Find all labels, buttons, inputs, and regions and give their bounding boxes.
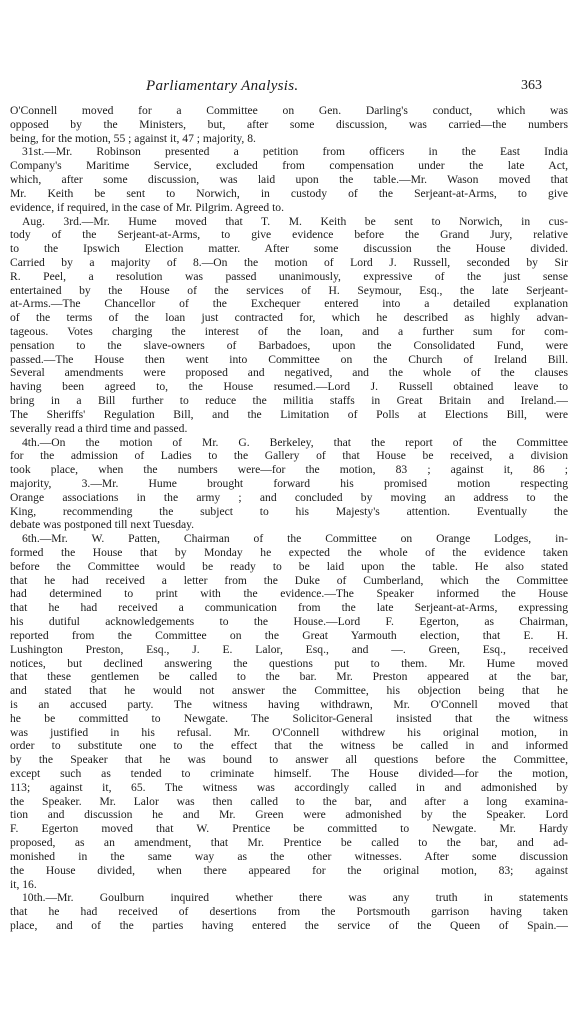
- text-line: debate was postponed till next Tuesday.: [10, 518, 195, 532]
- text-line: The Sheriffs' Regulation Bill, and the Limitation of Polls at Elections Bill, were: [10, 407, 568, 421]
- text-line: 31st.—Mr. Robinson presented a petition from officers in the East India: [22, 145, 568, 159]
- text-line: 10th.—Mr. Goulburn inquired whether there was any truth in statements: [22, 891, 568, 905]
- text-line: the House divided, when there appeared for the original motion, 83; against: [10, 863, 568, 877]
- text-line: that he had received a letter from the Duke of Cumberland, which the Committee: [10, 573, 568, 587]
- text-line: Aug. 3rd.—Mr. Hume moved that T. M. Keith be sent to Norwich, in cus-: [22, 214, 568, 228]
- text-line: is an accused party. The witness having withdrawn, Mr. O'Connell moved that: [10, 697, 568, 711]
- text-line: his dutiful acknowledgements to the House.—Lord F. Egerton, as Chairman,: [10, 615, 568, 629]
- text-line: F. Egerton moved that W. Prentice be committed to Newgate. Mr. Hardy: [10, 822, 568, 836]
- text-line: being, for the motion, 55 ; against it, 47 ; majority, 8.: [10, 131, 256, 145]
- text-line: to the Ipswich Election matter. After some discussion the House divided.: [10, 242, 568, 256]
- text-line: notices, but declined answering the questions put to them. Mr. Hume moved: [10, 656, 568, 670]
- text-line: 113; against it, 65. The witness was accordingly called in and admonished by: [10, 780, 568, 794]
- page-header: [0, 78, 585, 98]
- text-line: Carried by a majority of 8.—On the motion of Lord J. Russell, seconded by Sir: [10, 255, 568, 269]
- text-line: order to substitute one to the effect that the witness be called in and informed: [10, 739, 568, 753]
- text-line: 6th.—Mr. W. Patten, Chairman of the Committee on Orange Lodges, in-: [22, 532, 568, 546]
- text-line: tion and discussion he and Mr. Green were admonished by the Speaker. Lord: [10, 808, 568, 822]
- text-line: having been agreed to, the House resumed.—Lord J. Russell obtained leave to: [10, 380, 568, 394]
- text-line: except such as tended to criminate himself. The House divided—for the motion,: [10, 767, 568, 780]
- text-line: pensation to the slave-owners of Barbadoes, upon the Consolidated Fund, were: [10, 338, 568, 352]
- text-line: R. Peel, a resolution was passed unanimously, expressive of the just sense: [10, 269, 568, 283]
- page-number: 363: [521, 78, 542, 93]
- text-line: severally read a third time and passed.: [10, 421, 188, 435]
- text-line: that he had received a communication from the late Serjeant-at-Arms, expressing: [10, 601, 568, 615]
- text-line: proposed, as an amendment, that Mr. Prentice be called to the bar, and ad-: [10, 836, 568, 850]
- text-line: entertained by the House of the services of H. Seymour, Esq., the late Serjeant-: [10, 283, 568, 297]
- text-line: tageous. Votes charging the interest of the loan, and a further sum for com-: [10, 325, 568, 338]
- text-line: which, after some discussion, was laid upon the table.—Mr. Wason moved that: [10, 173, 568, 187]
- text-line: opposed by the Ministers, but, after some discussion, was carried—the numbers: [10, 117, 568, 131]
- text-line: Several amendments were proposed and negatived, and the whole of the clauses: [10, 366, 568, 380]
- text-line: reported from the Committee on the Great Yarmouth election, that E. H.: [10, 628, 568, 642]
- text-line: evidence, if required, in the case of Mr. Pilgrim. Agreed to.: [10, 200, 284, 214]
- text-line: place, and of the parties having entered the service of the Queen of Spain.—: [10, 918, 568, 932]
- text-line: was justified in his refusal. Mr. O'Connell withdrew his original motion, in: [10, 725, 568, 739]
- text-line: of the terms of the loan just contracted for, which he described as highly advan-: [10, 311, 568, 325]
- text-line: formed the House that by Monday he expected the whole of the evidence taken: [10, 546, 568, 559]
- text-line: King, recommending the subject to his Majesty's attention. Eventually the: [10, 504, 568, 518]
- text-line: monished in the same way as the other witnesses. After some discussion: [10, 849, 568, 863]
- text-line: majority, 3.—Mr. Hume brought forward his promised motion respecting: [10, 476, 568, 490]
- text-line: before the Committee would be ready to be laid upon the table. He also stated: [10, 559, 568, 573]
- text-line: that these gentlemen be called to the bar. Mr. Preston appeared at the bar,: [10, 670, 568, 684]
- text-line: Lushington Preston, Esq., J. E. Lalor, Esq., and —. Green, Esq., received: [10, 642, 568, 656]
- text-line: for the admission of Ladies to the Gallery of that House be received, a division: [10, 449, 568, 463]
- text-line: Mr. Keith be sent to Norwich, in custody of the Serjeant-at-Arms, to give: [10, 186, 568, 200]
- body-text: [10, 104, 568, 933]
- text-line: by the Speaker that he was bound to answer all questions before the Committee,: [10, 753, 568, 767]
- text-line: Company's Maritime Service, excluded from compensation under the late Act,: [10, 159, 568, 173]
- text-line: that he had received of desertions from the Portsmouth garrison having taken: [10, 905, 568, 919]
- text-line: tody of the Serjeant-at-Arms, to give evidence before the Grand Jury, relative: [10, 228, 568, 242]
- text-line: took place, when the numbers were—for the motion, 83 ; against it, 86 ;: [10, 463, 568, 477]
- text-line: he be committed to Newgate. The Solicitor-General insisted that the witness: [10, 711, 568, 725]
- text-line: O'Connell moved for a Committee on Gen. Darling's conduct, which was: [10, 104, 568, 117]
- text-line: the Speaker. Mr. Lalor was then called to the bar, and after a long examina-: [10, 794, 568, 808]
- text-line: bring in a Bill further to reduce the militia staffs in Great Britain and Ireland.—: [10, 394, 568, 408]
- text-line: Orange associations in the army ; and concluded by moving an address to the: [10, 490, 568, 504]
- text-line: and stated that he would not answer the Committee, his objection being that he: [10, 684, 568, 698]
- running-title: Parliamentary Analysis.: [146, 78, 299, 94]
- text-line: had determined to print with the evidence.—The Speaker informed the House: [10, 587, 568, 601]
- text-line: passed.—The House then went into Committee on the Church of Ireland Bill.: [10, 352, 568, 366]
- text-line: at-Arms.—The Chancellor of the Exchequer entered into a detailed explanation: [10, 297, 568, 311]
- text-line: it, 16.: [10, 877, 37, 891]
- text-line: 4th.—On the motion of Mr. G. Berkeley, that the report of the Committee: [22, 435, 568, 449]
